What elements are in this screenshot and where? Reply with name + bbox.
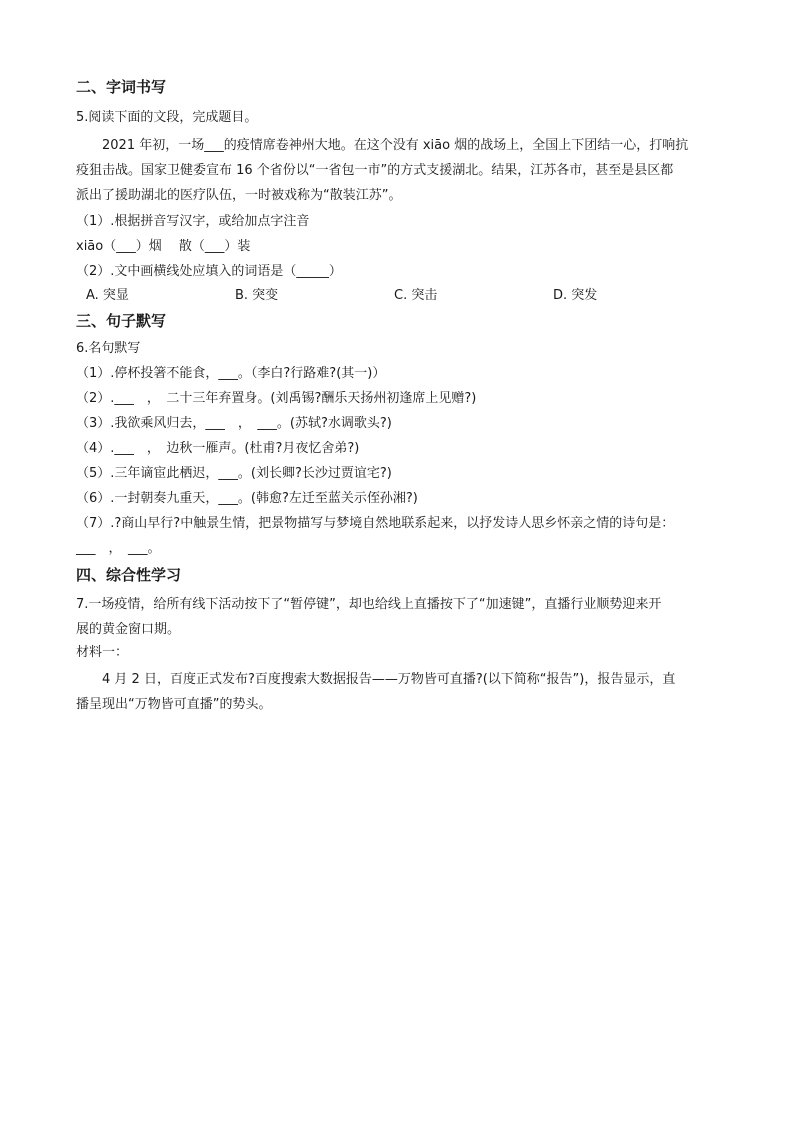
question-5-passage bbox=[76, 133, 736, 208]
question-5-title: 5.阅读下面的文段，完成题目。 bbox=[76, 110, 258, 125]
choice-c: C. 突击 bbox=[394, 288, 438, 303]
section-heading-4: 四、综合性学习 bbox=[76, 566, 182, 584]
question-7-line-1: 7.一场疫情，给所有线下活动按下了“暂停键”，却也给线上直播按下了“加速键”，直播行业顺势迎来开 bbox=[76, 597, 662, 612]
recitation-line-2: （2）.___ ， 二十三年弃置身。(刘禹锡?酬乐天扬州初逢席上见赠?) bbox=[76, 391, 477, 406]
question-5-sub-1: （1）.根据拼音写汉字，或给加点字注音 bbox=[76, 214, 310, 229]
recitation-line-7: （7）.?商山早行?中触景生情，把景物描写与梦境自然地联系起来，以抒发诗人思乡怀亲之情的诗句是： bbox=[76, 516, 675, 531]
document-page bbox=[76, 76, 736, 717]
choice-b: B. 突变 bbox=[235, 288, 279, 303]
choice-a: A. 突显 bbox=[86, 288, 129, 303]
recitation-line-5: （5）.三年谪宦此栖迟，___。(刘长卿?长沙过贾谊宅?) bbox=[76, 466, 392, 481]
recitation-line-3: （3）.我欲乘风归去，___ ， ___。(苏轼?水调歌头?) bbox=[76, 416, 392, 431]
material-line-2: 播呈现出“万物皆可直播”的势头。 bbox=[76, 697, 272, 712]
passage-line-3: 派出了援助湖北的医疗队伍，一时被戏称为“散装江苏”。 bbox=[76, 188, 402, 203]
question-5-choices bbox=[76, 286, 736, 306]
question-5-sub-2: （2）.文中画横线处应填入的词语是（_____） bbox=[76, 264, 342, 279]
material-1-text bbox=[76, 667, 736, 717]
passage-line-2: 疫狙击战。国家卫健委宣布 16 个省份以“一省包一市”的方式支援湖北。结果，江苏各市，甚至是县区都 bbox=[76, 163, 674, 178]
choice-d: D. 突发 bbox=[553, 288, 598, 303]
recitation-line-4: （4）.___ ， 边秋一雁声。(杜甫?月夜忆舍弟?) bbox=[76, 441, 360, 456]
section-heading-2: 二、字词书写 bbox=[76, 78, 167, 96]
question-7-line-2: 展的黄金窗口期。 bbox=[76, 622, 181, 637]
recitation-line-6: （6）.一封朝奏九重天，___。(韩愈?左迁至蓝关示侄孙湘?) bbox=[76, 491, 418, 506]
passage-line-1: 2021 年初，一场___的疫情席卷神州大地。在这个没有 xiāo 烟的战场上，全国上下团结一心，打响抗 bbox=[102, 138, 689, 153]
recitation-line-1: （1）.停杯投箸不能食，___。（李白?行路难?(其一)） bbox=[76, 366, 386, 381]
material-1-label: 材料一： bbox=[76, 645, 129, 660]
question-5-sub-1-answer: xiāo（___）烟 散（___）装 bbox=[76, 239, 251, 254]
question-6-title: 6.名句默写 bbox=[76, 341, 141, 356]
recitation-line-7-continuation: ___ ， ___。 bbox=[76, 541, 161, 556]
material-line-1: 4 月 2 日，百度正式发布?百度搜索大数据报告——万物皆可直播?(以下简称“报告”)，报告显示，直 bbox=[102, 672, 676, 687]
section-heading-3: 三、句子默写 bbox=[76, 312, 167, 330]
question-7-intro bbox=[76, 592, 736, 642]
